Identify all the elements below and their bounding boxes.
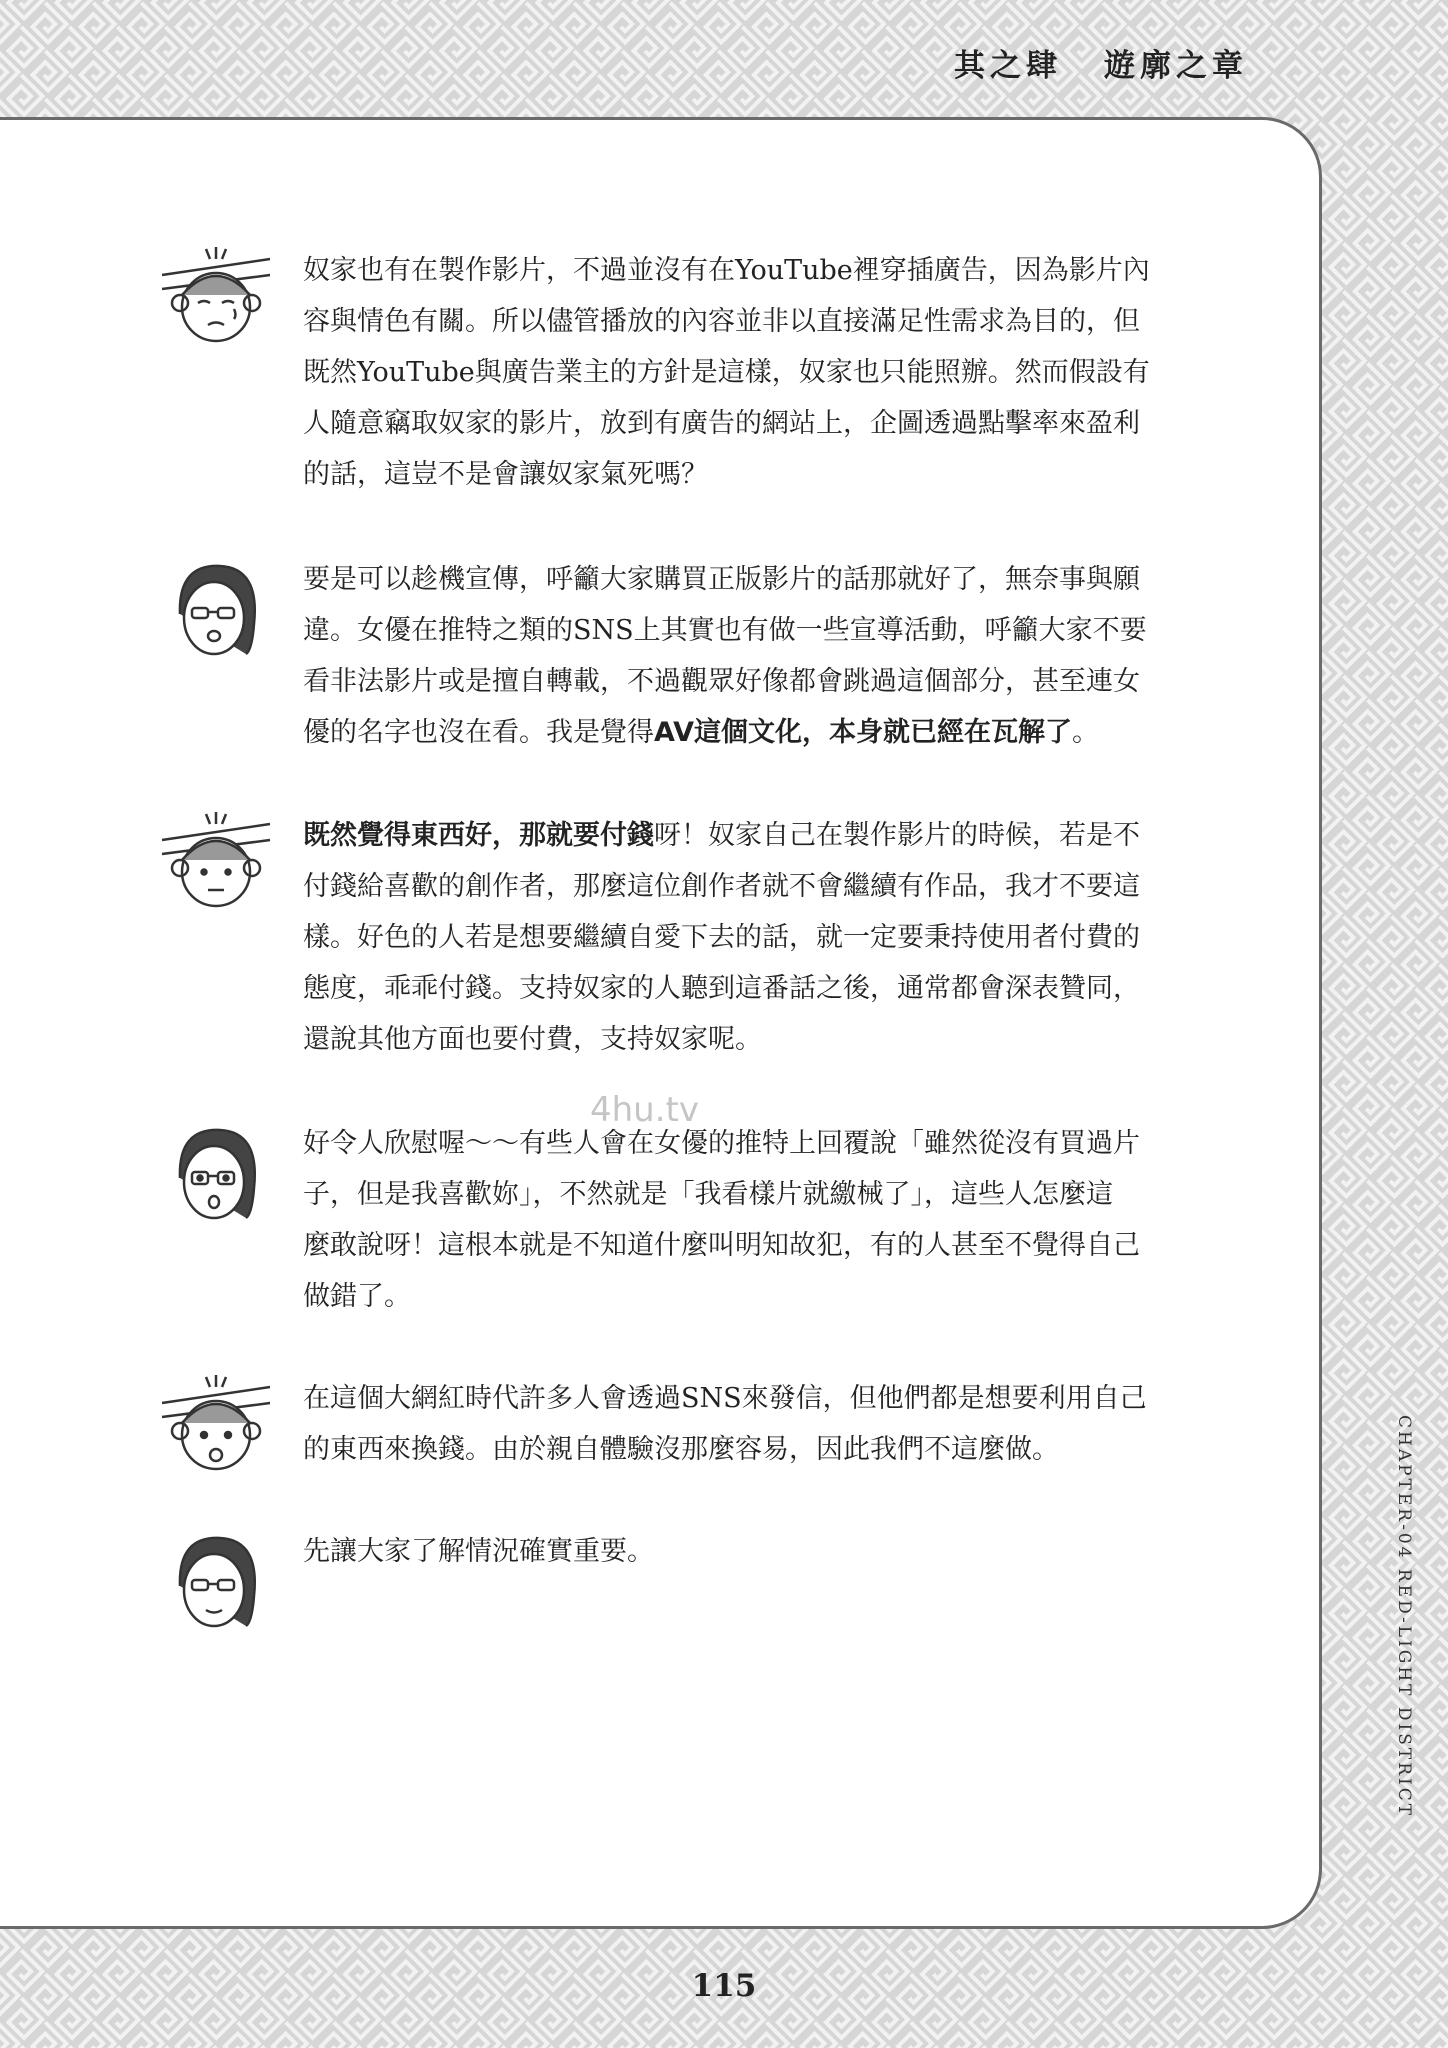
emphasis-text: AV這個文化，本身就已經在瓦解了 (654, 717, 1072, 748)
dialogue-text: 奴家也有在製作影片，不過並沒有在YouTube裡穿插廣告，因為影片內 容與情色有關。所以儘管播放的內容並非以直接滿足性需求為目的，但 既然YouTube與廣告業主的方針是這樣，奴家也只能照辦。然而假設有 人隨意竊取奴家的影片，放到有廣告的網站上，企圖透過點擊率來盈利 的話，這豈不是會讓奴家氣死嗎？ (303, 255, 1150, 490)
page-number: 115 (691, 1968, 757, 2004)
woman-glasses-calm-icon (160, 1526, 272, 1638)
watermark: 4hu.tv (590, 1090, 699, 1130)
dialogue-text: 先讓大家了解情況確實重要。 (303, 1536, 654, 1567)
woman-glasses-shout-icon (160, 554, 272, 666)
running-header (954, 40, 1248, 85)
chapter-title: 遊廓之章 (1104, 48, 1248, 84)
side-chapter-label: CHAPTER-04 RED-LIGHT DISTRICT (1394, 1415, 1414, 1819)
emphasis-text: 既然覺得東西好，那就要付錢 (303, 820, 654, 851)
dialogue-text: 要是可以趁機宣傳，呼籲大家購買正版影片的話那就好了，無奈事與願 違。女優在推特之類的SNS上其實也有做一些宣導活動，呼籲大家不要 看非法影片或是擅自轉載，不過觀眾好像都會跳過這個部分，甚至連女 優的名字也沒在看。我是覺得AV這個文化，本身就已經在瓦解了。 (303, 564, 1147, 748)
chapter-label: 其之肆 (954, 48, 1062, 84)
geisha-sad-icon (160, 245, 272, 357)
woman-glasses-surprised-icon (160, 1118, 272, 1230)
dialogue-text: 既然覺得東西好，那就要付錢呀！奴家自己在製作影片的時候，若是不 付錢給喜歡的創作者，那麼這位創作者就不會繼續有作品，我才不要這 樣。好色的人若是想要繼續自愛下去的話，就一定要秉持使用者付費的 態度，乖乖付錢。支持奴家的人聽到這番話之後，通常都會深表贊同， 還說其他方面也要付費，支持奴家呢。 (303, 820, 1140, 1055)
geisha-flat-icon (160, 810, 272, 922)
dialogue-text: 好令人欣慰喔～～有些人會在女優的推特上回覆說「雖然從沒有買過片 子，但是我喜歡妳」，不然就是「我看樣片就繳械了」，這些人怎麼這 麼敢說呀！這根本就是不知道什麼叫明知故犯，有的人甚至不覺得自己 做錯了。 (303, 1128, 1140, 1312)
dialogue-text: 在這個大網紅時代許多人會透過SNS來發信，但他們都是想要利用自己 的東西來換錢。由於親自體驗沒那麼容易，因此我們不這麼做。 (303, 1383, 1147, 1465)
geisha-open-mouth-icon (160, 1373, 272, 1485)
